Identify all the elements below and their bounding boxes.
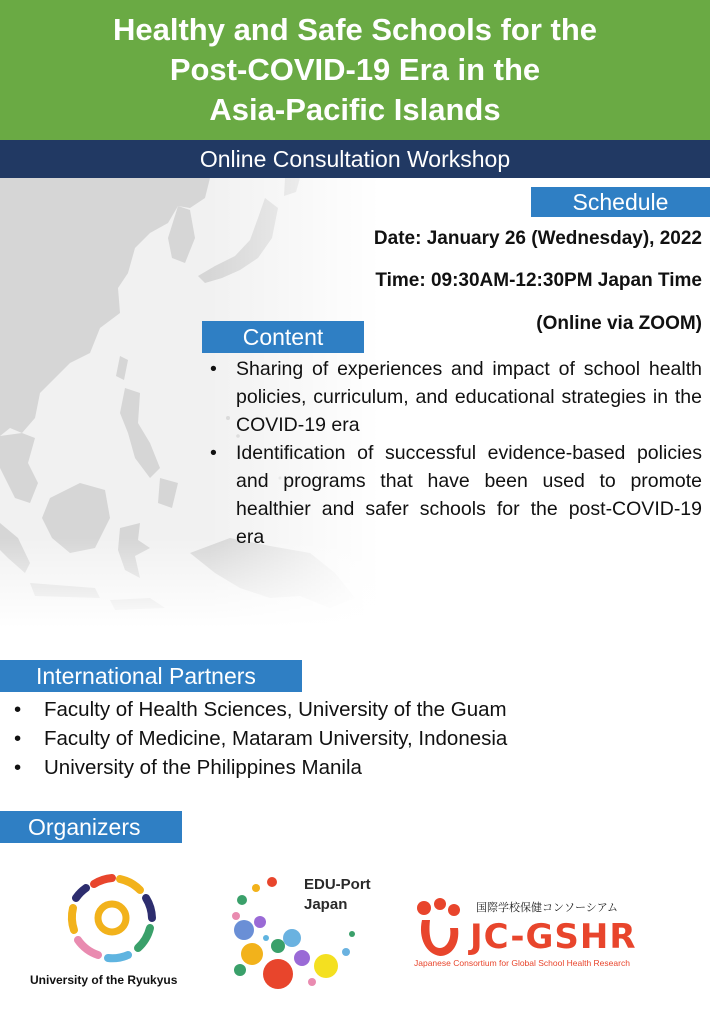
partner-item <box>12 753 507 782</box>
partners-list <box>12 695 507 782</box>
content-item-text: Identification of successful evidence-based policies and programs that have been used to promote healthier and safer schools for the post-COVID-19 era <box>236 442 702 548</box>
jc-gshr-name: JC-GSHR <box>470 917 637 957</box>
title-banner <box>0 0 710 140</box>
partner-item-text: Faculty of Health Sciences, University of the Guam <box>44 698 507 721</box>
jc-gshr-japanese-name: 国際学校保健コンソーシアム <box>476 902 619 914</box>
content-item <box>208 439 702 551</box>
organizers-label: Organizers <box>0 811 182 843</box>
edu-port-name-line1: EDU-Port <box>304 876 371 893</box>
content-item-text: Sharing of experiences and impact of school health policies, curriculum, and educational strategies in the COVID-19 era <box>236 358 702 436</box>
bullet-icon: • <box>210 358 217 380</box>
partners-label: International Partners <box>0 660 302 692</box>
edu-port-name-line2: Japan <box>304 896 348 913</box>
partner-item <box>12 695 507 724</box>
bullet-icon: • <box>14 698 22 721</box>
title-line-2: Post-COVID-19 Era in the <box>169 52 541 87</box>
ryukyus-caption: University of the Ryukyus <box>30 973 178 987</box>
partner-item-text: Faculty of Medicine, Mataram University, Indonesia <box>44 727 508 750</box>
schedule-mode: (Online via ZOOM) <box>536 313 702 334</box>
jc-gshr-english-name: Japanese Consortium for Global School Health Research <box>414 958 630 968</box>
schedule-date: Date: January 26 (Wednesday), 2022 <box>373 228 702 249</box>
bullet-icon: • <box>14 727 22 750</box>
schedule-time: Time: 09:30AM-12:30PM Japan Time <box>375 270 702 291</box>
jc-gshr-mark-icon <box>414 898 466 960</box>
content-item <box>208 355 702 439</box>
title-line-1: Healthy and Safe Schools for the <box>112 12 598 47</box>
content-list <box>208 355 702 551</box>
partner-item <box>12 724 507 753</box>
content-label: Content <box>202 321 364 353</box>
bullet-icon: • <box>210 442 217 464</box>
partner-item-text: University of the Philippines Manila <box>44 756 362 779</box>
schedule-label: Schedule <box>531 187 710 217</box>
title-line-3: Asia-Pacific Islands <box>209 92 501 127</box>
bullet-icon: • <box>14 756 22 779</box>
ryukyus-logo-icon <box>64 870 160 966</box>
subtitle-banner: Online Consultation Workshop <box>0 140 710 178</box>
